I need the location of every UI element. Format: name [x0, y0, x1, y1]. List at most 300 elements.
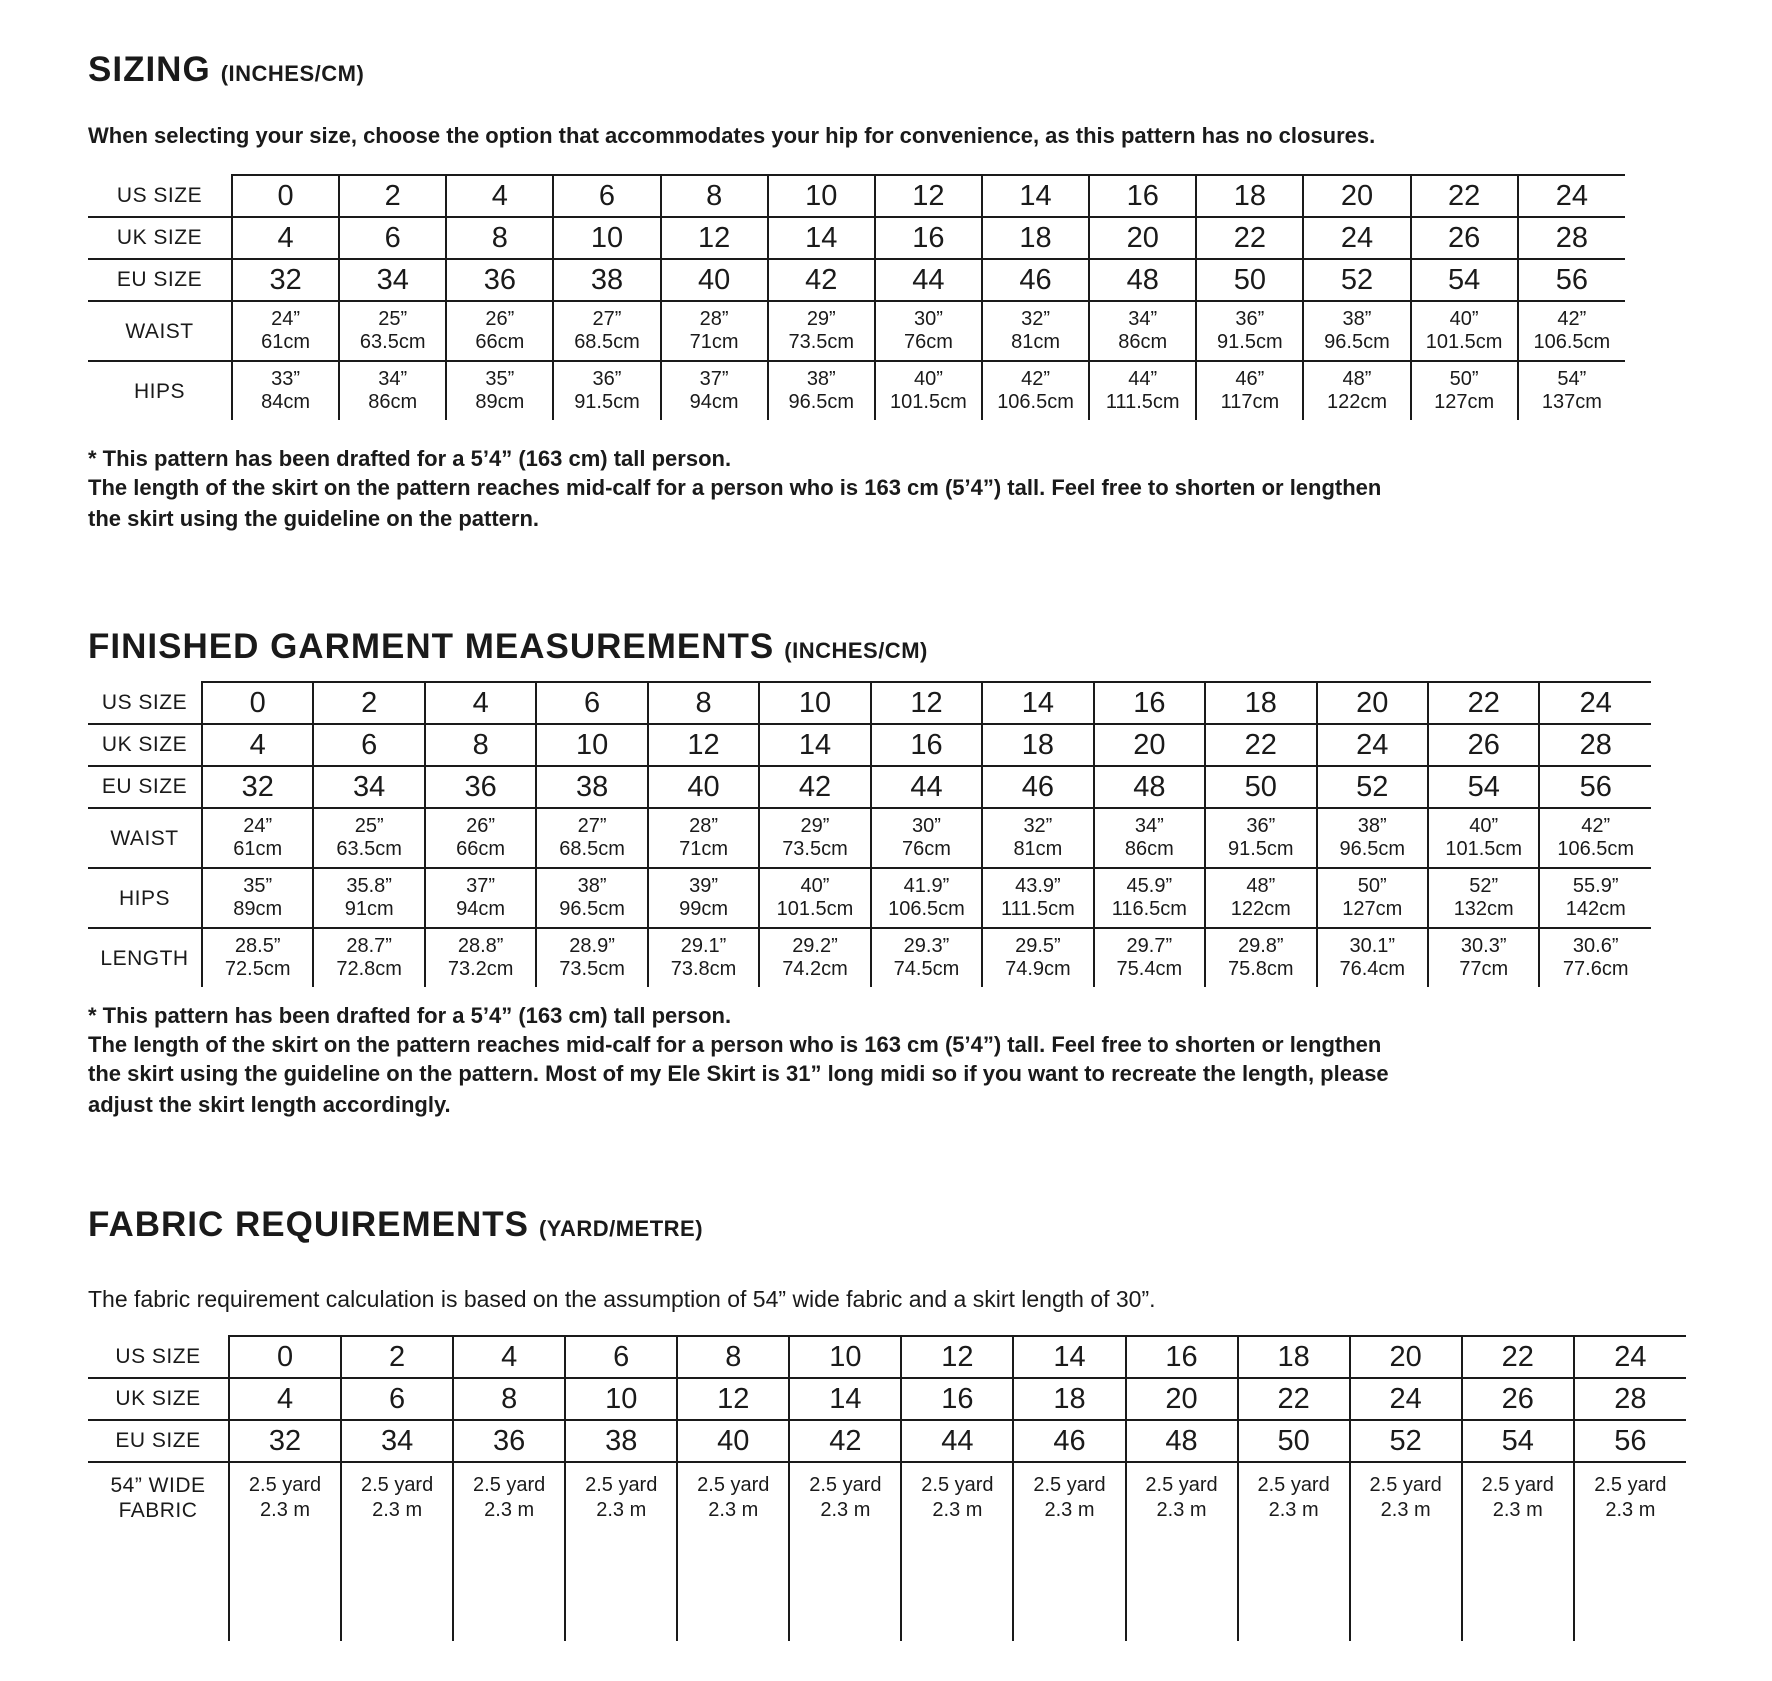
table-cell-line: 2.3 m	[1380, 1499, 1431, 1521]
table-cell	[1205, 868, 1316, 928]
table-cell-line: 45.9”	[1126, 875, 1173, 897]
table-cell-line: 86cm	[368, 391, 418, 413]
table-cell-line: 30.1”	[1349, 935, 1396, 957]
table-cell	[202, 928, 313, 987]
table-cell-line: 27”	[577, 815, 607, 837]
table-cell: 16	[901, 1378, 1013, 1420]
table-cell: 44	[875, 259, 982, 301]
table-cell	[1539, 808, 1651, 868]
table-cell	[1317, 868, 1428, 928]
table-cell-line: 74.9cm	[1005, 958, 1071, 980]
table-cell: 6	[313, 724, 424, 766]
table-cell-line: 37”	[699, 368, 729, 390]
table-cell: 54	[1411, 259, 1518, 301]
table-cell	[425, 868, 536, 928]
table-cell-line: 94cm	[689, 391, 739, 413]
table-cell	[1539, 928, 1651, 987]
table-cell: 6	[553, 175, 660, 217]
table-cell-line: 50”	[1449, 368, 1479, 390]
table-cell: 8	[446, 217, 553, 259]
table-cell: 12	[648, 724, 759, 766]
table-cell: 50	[1205, 766, 1316, 808]
table-cell	[446, 301, 553, 361]
table-row-uk-size	[88, 1378, 1686, 1420]
table-cell-line: 106.5cm	[1533, 331, 1611, 353]
table-cell-line: 73.5cm	[559, 958, 625, 980]
table-cell-line: 28.8”	[457, 935, 504, 957]
row-label: EU SIZE	[88, 259, 232, 301]
table-cell	[1094, 868, 1205, 928]
table-cell-line: 28.9”	[569, 935, 615, 957]
table-cell	[871, 928, 982, 987]
table-row-waist	[88, 301, 1625, 361]
fabric-requirements-table	[88, 1335, 1686, 1641]
fabric-requirements-section	[88, 1205, 1732, 1641]
table-cell-line: 38”	[806, 368, 836, 390]
table-cell: 38	[553, 259, 660, 301]
table-cell: 24	[1539, 682, 1651, 724]
row-label: UK SIZE	[88, 217, 232, 259]
table-cell-line: 2.5 yard	[921, 1474, 994, 1496]
table-cell: 32	[232, 259, 339, 301]
table-cell-line: 2.5 yard	[585, 1474, 658, 1496]
table-cell-line: 86cm	[1118, 331, 1168, 353]
table-cell: 34	[313, 766, 424, 808]
table-cell	[1205, 808, 1316, 868]
table-cell: 26	[1411, 217, 1518, 259]
table-cell-line: 122cm	[1230, 898, 1291, 920]
table-cell: 36	[446, 259, 553, 301]
table-cell: 14	[789, 1378, 901, 1420]
table-cell-line: 48”	[1246, 875, 1276, 897]
table-cell-line: 111.5cm	[1105, 391, 1180, 413]
table-cell: 10	[565, 1378, 677, 1420]
table-cell-line: 25”	[354, 815, 384, 837]
table-cell	[339, 361, 446, 420]
table-cell	[1013, 1462, 1125, 1641]
table-cell: 28	[1539, 724, 1651, 766]
table-cell: 52	[1303, 259, 1410, 301]
table-cell	[759, 868, 870, 928]
table-cell: 22	[1196, 217, 1303, 259]
table-cell	[1428, 808, 1539, 868]
table-cell: 34	[339, 259, 446, 301]
table-cell-line: 101.5cm	[1445, 838, 1523, 860]
table-cell: 36	[453, 1420, 565, 1462]
table-cell-line: 29.8”	[1238, 935, 1284, 957]
table-cell-line: 26”	[466, 815, 496, 837]
table-cell	[232, 361, 339, 420]
table-cell: 16	[1126, 1336, 1238, 1378]
table-row-hips	[88, 868, 1651, 928]
table-cell-line: 30.6”	[1572, 935, 1619, 957]
table-cell	[565, 1462, 677, 1641]
table-cell: 38	[536, 766, 647, 808]
table-cell-line: 127cm	[1342, 898, 1403, 920]
table-cell: 56	[1574, 1420, 1686, 1462]
table-cell-line: 2.5 yard	[1481, 1474, 1554, 1496]
footnote-line: * This pattern has been drafted for a 5’4” (163 cm) tall person.	[88, 1003, 732, 1028]
table-cell-line: 73.8cm	[670, 958, 737, 980]
table-cell-line: 117cm	[1220, 391, 1280, 413]
table-cell	[553, 301, 660, 361]
table-cell	[1539, 868, 1651, 928]
sizing-section	[88, 50, 1732, 533]
table-cell-line: 35”	[243, 875, 273, 897]
table-cell: 28	[1518, 217, 1625, 259]
table-cell: 8	[648, 682, 759, 724]
table-cell-line: 36”	[1246, 815, 1276, 837]
table-cell: 32	[229, 1420, 341, 1462]
finished-footnote	[88, 1001, 1732, 1119]
table-cell: 2	[313, 682, 424, 724]
table-cell	[341, 1462, 453, 1641]
table-cell-line: 91.5cm	[1228, 838, 1294, 860]
table-cell	[875, 361, 982, 420]
table-cell-line: 75.8cm	[1228, 958, 1294, 980]
table-cell-line: 30”	[911, 815, 941, 837]
table-cell: 24	[1350, 1378, 1462, 1420]
table-cell	[1196, 361, 1303, 420]
table-cell: 22	[1428, 682, 1539, 724]
table-cell-line: 40”	[1469, 815, 1499, 837]
table-cell-line: 76cm	[903, 331, 953, 353]
table-cell	[425, 928, 536, 987]
table-cell-line: 91.5cm	[1217, 331, 1283, 353]
table-cell-line: 101.5cm	[1425, 331, 1503, 353]
table-cell-line: 74.5cm	[893, 958, 960, 980]
table-cell-line: 40”	[1449, 308, 1479, 330]
table-cell: 4	[446, 175, 553, 217]
finished-garment-table	[88, 681, 1651, 987]
table-cell	[1126, 1462, 1238, 1641]
table-cell-line: 76.4cm	[1339, 958, 1406, 980]
row-label: UK SIZE	[88, 724, 202, 766]
table-cell-line: 91cm	[344, 898, 394, 920]
table-cell	[536, 868, 647, 928]
table-cell-line: 2.3 m	[596, 1499, 647, 1521]
table-row-uk-size	[88, 217, 1625, 259]
table-cell-line: 71cm	[679, 838, 728, 860]
table-cell	[313, 868, 424, 928]
table-cell-line: 2.5 yard	[360, 1474, 434, 1496]
table-cell: 22	[1411, 175, 1518, 217]
table-cell-line: 34”	[1128, 308, 1158, 330]
table-cell-line: 2.3 m	[708, 1499, 759, 1521]
table-cell: 22	[1205, 724, 1316, 766]
row-label	[88, 1462, 229, 1641]
table-cell: 32	[202, 766, 313, 808]
table-cell	[446, 361, 553, 420]
table-cell-line: 2.5 yard	[473, 1474, 546, 1496]
table-cell-line: 25”	[378, 308, 408, 330]
table-cell-line: 55.9”	[1572, 875, 1619, 897]
sizing-heading	[88, 50, 1732, 90]
table-cell: 46	[1013, 1420, 1125, 1462]
table-cell	[982, 808, 1093, 868]
table-cell-line: 36”	[592, 368, 622, 390]
table-cell-line: 99cm	[679, 898, 728, 920]
table-cell: 24	[1303, 217, 1410, 259]
table-cell	[1428, 868, 1539, 928]
table-cell: 12	[901, 1336, 1013, 1378]
table-cell: 6	[565, 1336, 677, 1378]
table-cell-line: 2.5 yard	[1033, 1474, 1106, 1496]
table-cell-line: 28”	[689, 815, 718, 837]
table-cell	[536, 808, 647, 868]
table-cell-line: 96.5cm	[788, 391, 855, 413]
table-cell: 8	[453, 1378, 565, 1420]
table-cell-line: 116.5cm	[1111, 898, 1187, 920]
table-cell: 18	[982, 217, 1089, 259]
table-cell-line: 50”	[1357, 875, 1387, 897]
table-cell-line: 127cm	[1434, 391, 1495, 413]
table-cell: 56	[1518, 259, 1625, 301]
table-cell: 18	[1205, 682, 1316, 724]
table-cell-line: 35”	[485, 368, 515, 390]
table-cell: 18	[1013, 1378, 1125, 1420]
table-cell-line: 42”	[1557, 308, 1587, 330]
table-cell-line: 40”	[913, 368, 943, 390]
fabric-heading-units: (YARD/METRE)	[538, 1216, 704, 1241]
table-cell-line: 68.5cm	[559, 838, 625, 860]
table-cell	[1089, 361, 1196, 420]
table-cell-line: 89cm	[233, 898, 283, 920]
table-cell	[1411, 361, 1518, 420]
table-cell-line: 2.3 m	[372, 1499, 423, 1521]
table-cell	[1238, 1462, 1350, 1641]
table-cell: 0	[202, 682, 313, 724]
table-cell-line: 39”	[689, 875, 718, 897]
table-cell-line: 77.6cm	[1562, 958, 1629, 980]
table-cell: 0	[232, 175, 339, 217]
table-cell-line: 106.5cm	[1557, 838, 1635, 860]
table-cell-line: 54”	[1557, 368, 1587, 390]
table-cell: 18	[1196, 175, 1303, 217]
table-cell: 38	[565, 1420, 677, 1462]
footnote-line: the skirt using the guideline on the pattern.	[88, 506, 540, 531]
table-cell	[789, 1462, 901, 1641]
footnote-line: the skirt using the guideline on the pattern. Most of my Ele Skirt is 31” long midi so if you want to recreate the length, please	[88, 1061, 1389, 1086]
footnote-line: The length of the skirt on the pattern reaches mid-calf for a person who is 163 cm (5’4”) tall. Feel free to shorten or lengthen	[88, 475, 1382, 500]
table-cell: 8	[677, 1336, 789, 1378]
table-row-54-wide-fabric	[88, 1462, 1686, 1641]
table-cell: 20	[1350, 1336, 1462, 1378]
table-cell-line: 27”	[592, 308, 622, 330]
table-cell-line: 41.9”	[903, 875, 950, 897]
table-cell-line: 29”	[800, 815, 830, 837]
table-cell-line: 44”	[1128, 368, 1158, 390]
table-cell: 14	[768, 217, 875, 259]
row-label: US SIZE	[88, 175, 232, 217]
row-label: WAIST	[88, 808, 202, 868]
table-cell	[1303, 361, 1410, 420]
table-row-uk-size	[88, 724, 1651, 766]
table-row-eu-size	[88, 259, 1625, 301]
table-cell: 24	[1518, 175, 1625, 217]
table-cell	[1518, 301, 1625, 361]
table-cell-line: 75.4cm	[1116, 958, 1183, 980]
table-cell-line: 2.3 m	[1156, 1499, 1207, 1521]
table-cell	[1350, 1462, 1462, 1641]
table-cell: 6	[339, 217, 446, 259]
table-cell: 48	[1094, 766, 1205, 808]
table-cell	[982, 928, 1093, 987]
table-cell: 52	[1350, 1420, 1462, 1462]
table-cell	[1574, 1462, 1686, 1641]
table-cell: 40	[648, 766, 759, 808]
table-cell-line: 137cm	[1541, 391, 1602, 413]
table-cell: 26	[1462, 1378, 1574, 1420]
table-cell-line: 61cm	[233, 838, 283, 860]
table-cell	[982, 361, 1089, 420]
row-label: WAIST	[88, 301, 232, 361]
table-cell: 24	[1317, 724, 1428, 766]
table-cell-line: 34”	[378, 368, 408, 390]
table-cell-line: 38”	[1357, 815, 1387, 837]
table-cell: 28	[1574, 1378, 1686, 1420]
table-cell	[661, 301, 768, 361]
table-cell: 12	[871, 682, 982, 724]
row-label: HIPS	[88, 361, 232, 420]
row-label: US SIZE	[88, 682, 202, 724]
table-cell	[313, 928, 424, 987]
table-cell-line: 2.5 yard	[809, 1474, 882, 1496]
table-cell-line: 26”	[485, 308, 515, 330]
table-cell-line: 32”	[1021, 308, 1050, 330]
table-cell: 16	[1094, 682, 1205, 724]
footnote-line: adjust the skirt length accordingly.	[88, 1092, 451, 1117]
table-cell: 4	[453, 1336, 565, 1378]
table-cell: 14	[982, 175, 1089, 217]
table-cell	[901, 1462, 1013, 1641]
table-cell-line: 24”	[243, 815, 273, 837]
table-cell: 4	[202, 724, 313, 766]
table-cell	[1411, 301, 1518, 361]
table-cell: 0	[229, 1336, 341, 1378]
table-cell: 48	[1126, 1420, 1238, 1462]
table-row-us-size	[88, 1336, 1686, 1378]
table-cell: 42	[789, 1420, 901, 1462]
table-cell-line: 66cm	[456, 838, 506, 860]
table-cell-line: 72.5cm	[224, 958, 291, 980]
table-cell	[1303, 301, 1410, 361]
sizing-intro-text: When selecting your size, choose the option that accommodates your hip for convenience, as this pattern has no closures.	[88, 123, 1376, 148]
table-cell	[871, 808, 982, 868]
table-cell: 20	[1317, 682, 1428, 724]
table-cell-line: 111.5cm	[1001, 898, 1075, 920]
table-cell: 4	[232, 217, 339, 259]
table-cell	[1317, 808, 1428, 868]
table-cell-line: 96.5cm	[1324, 331, 1390, 353]
table-cell: 14	[982, 682, 1093, 724]
table-cell-line: 63.5cm	[359, 331, 426, 353]
table-cell	[871, 868, 982, 928]
table-cell-line: 30.3”	[1460, 935, 1507, 957]
table-cell-line: 101.5cm	[776, 898, 854, 920]
table-cell-line: 24”	[271, 308, 301, 330]
table-cell: 44	[871, 766, 982, 808]
table-cell-line: 2.5 yard	[1145, 1474, 1218, 1496]
table-cell: 42	[759, 766, 870, 808]
table-cell-line: 36”	[1235, 308, 1265, 330]
table-cell-line: 42”	[1581, 815, 1611, 837]
table-cell	[1094, 808, 1205, 868]
table-cell: 26	[1428, 724, 1539, 766]
table-cell-line: 73.2cm	[447, 958, 514, 980]
table-cell: 46	[982, 766, 1093, 808]
table-cell: 22	[1462, 1336, 1574, 1378]
table-cell: 10	[536, 724, 647, 766]
table-cell: 20	[1126, 1378, 1238, 1420]
table-cell	[425, 808, 536, 868]
table-cell-line: 142cm	[1565, 898, 1626, 920]
table-cell: 54	[1428, 766, 1539, 808]
table-cell-line: 2.3 m	[1044, 1499, 1095, 1521]
table-cell	[648, 808, 759, 868]
table-cell: 18	[982, 724, 1093, 766]
finished-heading-text: FINISHED GARMENT MEASUREMENTS	[88, 627, 775, 666]
table-cell-line: 89cm	[475, 391, 525, 413]
table-cell	[875, 301, 982, 361]
table-cell-line: 32”	[1023, 815, 1053, 837]
table-cell-line: 2.3 m	[1268, 1499, 1319, 1521]
table-cell: 56	[1539, 766, 1651, 808]
table-cell: 42	[768, 259, 875, 301]
table-cell	[202, 868, 313, 928]
row-label: EU SIZE	[88, 766, 202, 808]
table-cell: 24	[1574, 1336, 1686, 1378]
table-cell: 34	[341, 1420, 453, 1462]
row-label-line: FABRIC	[118, 1499, 198, 1522]
table-cell-line: 38”	[1342, 308, 1372, 330]
table-cell-line: 2.3 m	[260, 1499, 311, 1521]
table-cell-line: 77cm	[1459, 958, 1509, 980]
table-cell	[661, 361, 768, 420]
fabric-heading-text: FABRIC REQUIREMENTS	[88, 1205, 529, 1244]
finished-heading	[88, 627, 1732, 667]
footnote-line: The length of the skirt on the pattern reaches mid-calf for a person who is 163 cm (5’4”) tall. Feel free to shorten or lengthen	[88, 1032, 1382, 1057]
table-cell	[1196, 301, 1303, 361]
table-cell: 6	[341, 1378, 453, 1420]
table-cell-line: 101.5cm	[890, 391, 967, 413]
sizing-footnote	[88, 444, 1732, 533]
table-cell-line: 122cm	[1326, 391, 1387, 413]
table-cell: 16	[871, 724, 982, 766]
table-row-us-size	[88, 175, 1625, 217]
footnote-line: * This pattern has been drafted for a 5’4” (163 cm) tall person.	[88, 446, 732, 471]
table-cell-line: 2.3 m	[820, 1499, 871, 1521]
table-cell	[768, 301, 875, 361]
table-cell-line: 2.5 yard	[1594, 1474, 1667, 1496]
table-cell: 22	[1238, 1378, 1350, 1420]
table-cell	[202, 808, 313, 868]
table-cell-line: 81cm	[1013, 838, 1063, 860]
table-cell	[1089, 301, 1196, 361]
table-cell: 40	[661, 259, 768, 301]
table-cell-line: 106.5cm	[997, 391, 1074, 413]
table-cell	[232, 301, 339, 361]
table-cell	[759, 808, 870, 868]
table-cell-line: 94cm	[456, 898, 506, 920]
table-cell	[677, 1462, 789, 1641]
table-row-eu-size	[88, 766, 1651, 808]
table-cell-line: 68.5cm	[574, 331, 640, 353]
table-row-waist	[88, 808, 1651, 868]
table-cell: 10	[789, 1336, 901, 1378]
table-cell-line: 2.3 m	[1605, 1499, 1656, 1521]
table-cell: 50	[1238, 1420, 1350, 1462]
